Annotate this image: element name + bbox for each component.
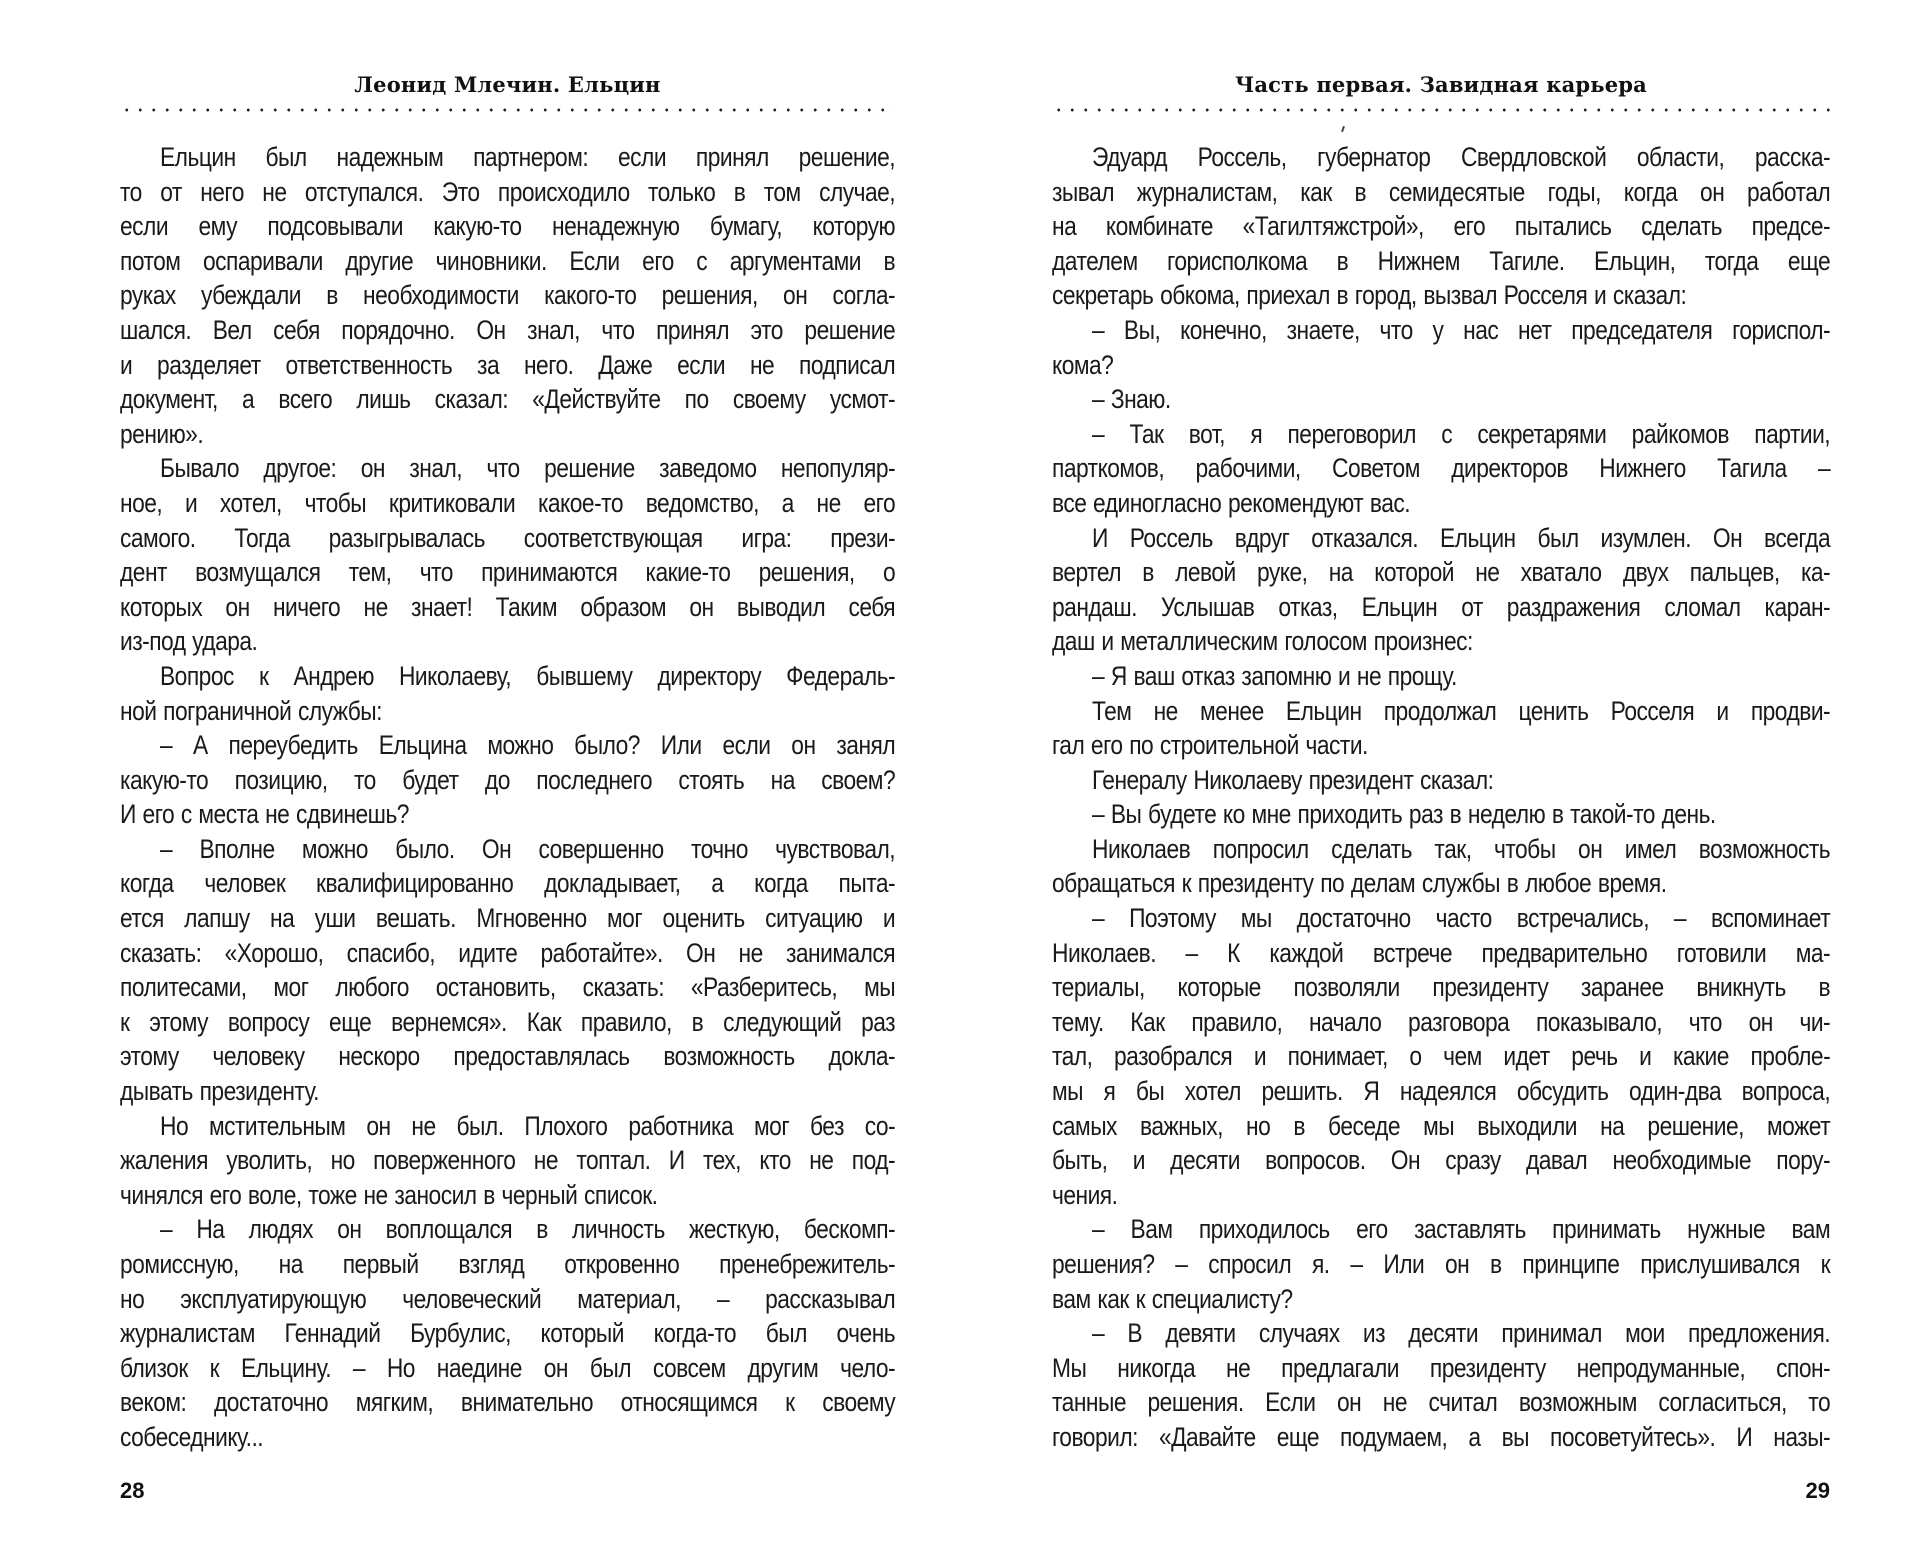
text-line bbox=[120, 1351, 895, 1386]
text-line-content: к этому вопросу еще вернемся». Как правило, в следующий раз bbox=[120, 1006, 896, 1037]
text-line-content: сказать: «Хорошо, спасибо, идите работайте». Он не занимался bbox=[120, 937, 896, 968]
text-line bbox=[1052, 797, 1830, 832]
text-line bbox=[120, 244, 895, 279]
text-line bbox=[1052, 1316, 1830, 1351]
text-line-content: на комбинате «Тагилтяжстрой», его пытались сделать предсе- bbox=[1052, 211, 1831, 242]
text-line-content: но эксплуатирующую человеческий материал, – рассказывал bbox=[120, 1283, 896, 1314]
text-line-content: чения. bbox=[1052, 1179, 1118, 1210]
text-line bbox=[1052, 832, 1830, 867]
text-line bbox=[1052, 1178, 1830, 1213]
text-line bbox=[120, 313, 895, 348]
text-line-content: самого. Тогда разыгрывалась соответствующая игра: прези- bbox=[120, 522, 896, 553]
text-line bbox=[1052, 970, 1830, 1005]
text-line-content: ется лапшу на уши вешать. Мгновенно мог оценить ситуацию и bbox=[120, 903, 896, 934]
text-line-content: и разделяет ответственность за него. Даже если не подписал bbox=[120, 349, 896, 380]
text-line-content: когда человек квалифицированно докладывает, а когда пыта- bbox=[120, 868, 896, 899]
text-line-content: гал его по строительной части. bbox=[1052, 730, 1368, 761]
text-line bbox=[120, 1282, 895, 1317]
text-line bbox=[120, 624, 895, 659]
text-line-content: тал, разобрался и понимает, о чем идет речь и какие пробле- bbox=[1052, 1041, 1831, 1072]
text-line-content: дателем горисполкома в Нижнем Тагиле. Ельцин, тогда еще bbox=[1052, 245, 1831, 276]
text-line bbox=[1052, 278, 1830, 313]
text-line-content: парткомов, рабочими, Советом директоров Нижнего Тагила – bbox=[1052, 453, 1831, 484]
text-line bbox=[1052, 1282, 1830, 1317]
text-line bbox=[1052, 555, 1830, 590]
text-line-content: обращаться к президенту по делам службы в любое время. bbox=[1052, 868, 1667, 899]
text-line-content: чинялся его воле, тоже не заносил в черный список. bbox=[120, 1179, 658, 1210]
right-page bbox=[1052, 0, 1830, 1564]
text-line bbox=[1052, 1039, 1830, 1074]
text-line bbox=[1052, 1005, 1830, 1040]
text-line bbox=[1052, 244, 1830, 279]
text-line bbox=[120, 278, 895, 313]
text-line-content: секретарь обкома, приехал в город, вызвал Росселя и сказал: bbox=[1052, 280, 1687, 311]
text-line bbox=[120, 694, 895, 729]
text-line bbox=[120, 901, 895, 936]
text-line bbox=[120, 1039, 895, 1074]
running-head-author-title: Леонид Млечин. Ельцин bbox=[354, 72, 661, 97]
text-line bbox=[120, 1212, 895, 1247]
text-line-content: этому человеку нескоро предоставлялась возможность докла- bbox=[120, 1041, 896, 1072]
text-line bbox=[1052, 763, 1830, 798]
text-line bbox=[120, 728, 895, 763]
text-line-content: собеседнику... bbox=[120, 1421, 264, 1452]
text-line-content: быть, и десяти вопросов. Он сразу давал необходимые пору- bbox=[1052, 1145, 1831, 1176]
text-line-content: Николаев. – К каждой встрече предварительно готовили ма- bbox=[1052, 937, 1831, 968]
text-line-content: ное, и хотел, чтобы критиковали какое-то ведомство, а не его bbox=[120, 487, 896, 518]
text-line-content: из-под удара. bbox=[120, 626, 258, 657]
text-line bbox=[1052, 140, 1830, 175]
text-line-content: Вопрос к Андрею Николаеву, бывшему директору Федераль- bbox=[160, 660, 896, 691]
body-text bbox=[1052, 140, 1830, 1455]
text-line-content: если ему подсовывали какую-то ненадежную бумагу, которую bbox=[120, 211, 896, 242]
text-line-content: – На людях он воплощался в личность жесткую, бескомп- bbox=[160, 1214, 896, 1245]
text-line-content: даш и металлическим голосом произнес: bbox=[1052, 626, 1473, 657]
text-line-content: Эдуард Россель, губернатор Свердловской области, расска- bbox=[1092, 142, 1831, 172]
text-line-content: решения? – спросил я. – Или он в принципе прислушивался к bbox=[1052, 1249, 1831, 1279]
text-line bbox=[120, 1316, 895, 1351]
text-line-content: – Вы будете ко мне приходить раз в неделю в такой-то день. bbox=[1092, 799, 1716, 830]
text-line bbox=[120, 1074, 895, 1109]
text-line bbox=[1052, 417, 1830, 452]
text-line-content: вертел в левой руке, на которой не хватало двух пальцев, ка- bbox=[1052, 557, 1831, 588]
text-line bbox=[120, 175, 895, 210]
text-line bbox=[1052, 866, 1830, 901]
text-line-content: которых он ничего не знает! Таким образом он выводил себя bbox=[120, 591, 896, 622]
text-line bbox=[1052, 728, 1830, 763]
text-line-content: И его с места не сдвинешь? bbox=[120, 799, 409, 830]
text-line bbox=[120, 382, 895, 417]
text-line bbox=[120, 866, 895, 901]
text-line bbox=[120, 555, 895, 590]
text-line-content: рандаш. Услышав отказ, Ельцин от раздражения сломал каран- bbox=[1052, 591, 1831, 622]
text-line-content: шался. Вел себя порядочно. Он знал, что принял это решение bbox=[120, 314, 896, 345]
text-line-content: политесами, мог любого остановить, сказать: «Разберитесь, мы bbox=[120, 972, 896, 1003]
text-line bbox=[1052, 1420, 1830, 1455]
text-line bbox=[120, 1109, 895, 1144]
text-line-content: – Вы, конечно, знаете, что у нас нет председателя гориспол- bbox=[1092, 314, 1831, 345]
text-line-content: Мы никогда не предлагали президенту непродуманные, спон- bbox=[1052, 1352, 1831, 1383]
body-text bbox=[120, 140, 895, 1455]
text-line bbox=[1052, 936, 1830, 971]
text-line bbox=[120, 797, 895, 832]
text-line bbox=[1052, 694, 1830, 729]
text-line bbox=[1052, 313, 1830, 348]
text-line-content: близок к Ельцину. – Но наедине он был совсем другим чело- bbox=[120, 1352, 896, 1383]
text-line bbox=[1052, 382, 1830, 417]
text-line bbox=[1052, 659, 1830, 694]
dotted-rule bbox=[120, 108, 895, 112]
text-line bbox=[120, 1005, 895, 1040]
text-line-content: руках убеждали в необходимости какого-то решения, он согла- bbox=[120, 280, 896, 311]
text-line-content: – Вам приходилось его заставлять принимать нужные вам bbox=[1092, 1214, 1831, 1245]
text-line-content: ной пограничной службы: bbox=[120, 695, 382, 726]
text-line bbox=[120, 1178, 895, 1213]
text-line-content: Ельцин был надежным партнером: если принял решение, bbox=[160, 142, 896, 172]
text-line bbox=[1052, 1212, 1830, 1247]
text-line-content: какую-то позицию, то будет до последнего стоять на своем? bbox=[120, 764, 896, 795]
text-line bbox=[1052, 1385, 1830, 1420]
text-line-content: И Россель вдруг отказался. Ельцин был изумлен. Он всегда bbox=[1092, 522, 1831, 553]
text-line-content: – Поэтому мы достаточно часто встречались, – вспоминает bbox=[1092, 903, 1831, 934]
text-line bbox=[1052, 451, 1830, 486]
text-line bbox=[120, 486, 895, 521]
text-line bbox=[1052, 486, 1830, 521]
text-line-content: Но мстительным он не был. Плохого работника мог без со- bbox=[160, 1110, 896, 1141]
page-number: 28 bbox=[120, 1478, 145, 1503]
text-line-content: рению». bbox=[120, 418, 204, 449]
running-head-part-title: Часть первая. Завидная карьера bbox=[1235, 72, 1647, 97]
text-line bbox=[120, 970, 895, 1005]
text-line bbox=[120, 1420, 895, 1455]
text-line-content: дывать президенту. bbox=[120, 1076, 319, 1107]
text-line bbox=[1052, 521, 1830, 556]
text-line bbox=[1052, 1351, 1830, 1386]
text-line bbox=[1052, 348, 1830, 383]
text-line bbox=[1052, 1143, 1830, 1178]
text-line-content: документ, а всего лишь сказал: «Действуйте по своему усмот- bbox=[120, 384, 896, 415]
text-line-content: – Я ваш отказ запомню и не прощу. bbox=[1092, 660, 1457, 691]
text-line bbox=[120, 1247, 895, 1282]
text-line-content: мы я бы хотел решить. Я надеялся обсудить один-два вопроса, bbox=[1052, 1076, 1831, 1107]
text-line bbox=[120, 763, 895, 798]
text-line bbox=[1052, 175, 1830, 210]
text-line bbox=[120, 590, 895, 625]
text-line bbox=[120, 1143, 895, 1178]
text-line bbox=[1052, 209, 1830, 244]
scan-speck bbox=[1341, 126, 1345, 132]
text-line-content: зывал журналистам, как в семидесятые годы, когда он работал bbox=[1052, 176, 1831, 207]
text-line-content: – В девяти случаях из десяти принимал мои предложения. bbox=[1092, 1318, 1831, 1349]
text-line-content: – Так вот, я переговорил с секретарями райкомов партии, bbox=[1092, 418, 1831, 449]
text-line bbox=[1052, 1074, 1830, 1109]
text-line-content: тему. Как правило, начало разговора показывало, что он чи- bbox=[1052, 1006, 1831, 1037]
text-line-content: кома? bbox=[1052, 349, 1114, 380]
text-line bbox=[1052, 590, 1830, 625]
text-line-content: жаления уволить, но поверженного не топтал. И тех, кто не под- bbox=[120, 1145, 896, 1176]
text-line bbox=[1052, 1247, 1830, 1282]
text-line bbox=[1052, 901, 1830, 936]
text-line bbox=[120, 451, 895, 486]
page-number: 29 bbox=[1805, 1478, 1830, 1503]
text-line bbox=[120, 659, 895, 694]
left-page bbox=[120, 0, 895, 1564]
text-line-content: говорил: «Давайте еще подумаем, а вы посоветуйтесь». И назы- bbox=[1052, 1421, 1831, 1452]
text-line bbox=[120, 1385, 895, 1420]
text-line-content: Тем не менее Ельцин продолжал ценить Росселя и продви- bbox=[1092, 695, 1831, 726]
text-line bbox=[120, 936, 895, 971]
dotted-rule bbox=[1052, 108, 1830, 112]
text-line-content: Николаев попросил сделать так, чтобы он имел возможность bbox=[1092, 833, 1831, 864]
text-line-content: – А переубедить Ельцина можно было? Или если он занял bbox=[160, 730, 896, 761]
text-line-content: самых важных, но в беседе мы выходили на решение, может bbox=[1052, 1110, 1831, 1141]
text-line-content: все единогласно рекомендуют вас. bbox=[1052, 487, 1411, 518]
text-line-content: то от него не отступался. Это происходило только в том случае, bbox=[120, 176, 896, 207]
text-line bbox=[120, 209, 895, 244]
text-line-content: – Вполне можно было. Он совершенно точно чувствовал, bbox=[160, 833, 896, 864]
text-line bbox=[120, 417, 895, 452]
text-line bbox=[120, 521, 895, 556]
text-line-content: териалы, которые позволяли президенту заранее вникнуть в bbox=[1052, 972, 1831, 1003]
text-line-content: потом оспаривали другие чиновники. Если его с аргументами в bbox=[120, 245, 896, 276]
text-line bbox=[120, 140, 895, 175]
text-line-content: Бывало другое: он знал, что решение заведомо непопуляр- bbox=[160, 453, 896, 484]
text-line bbox=[120, 832, 895, 867]
text-line bbox=[1052, 624, 1830, 659]
text-line-content: ромиссную, на первый взгляд откровенно пренебрежитель- bbox=[120, 1249, 896, 1279]
text-line bbox=[1052, 1109, 1830, 1144]
text-line-content: журналистам Геннадий Бурбулис, который когда-то был очень bbox=[120, 1318, 896, 1349]
text-line-content: – Знаю. bbox=[1092, 384, 1171, 415]
text-line-content: дент возмущался тем, что принимаются какие-то решения, о bbox=[120, 557, 896, 588]
text-line-content: Генералу Николаеву президент сказал: bbox=[1092, 764, 1494, 795]
text-line bbox=[120, 348, 895, 383]
text-line-content: танные решения. Если он не считал возможным согласиться, то bbox=[1052, 1387, 1831, 1418]
text-line-content: веком: достаточно мягким, внимательно относящимся к своему bbox=[120, 1387, 896, 1418]
text-line-content: вам как к специалисту? bbox=[1052, 1283, 1293, 1314]
